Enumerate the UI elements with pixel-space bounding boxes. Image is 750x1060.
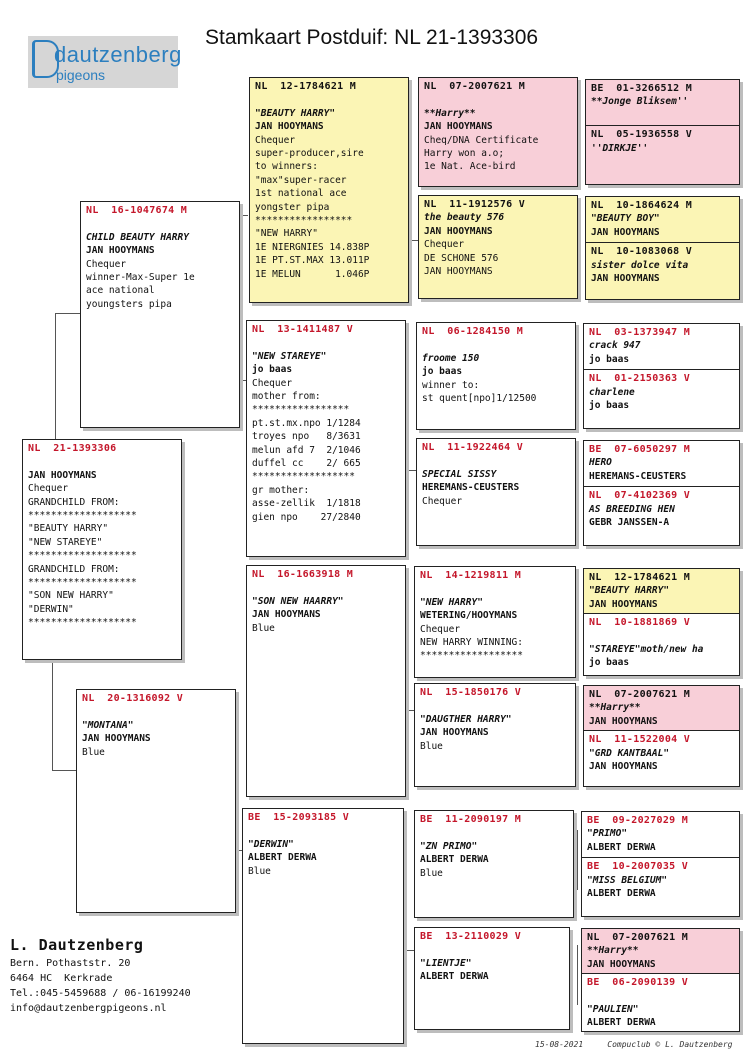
ring-number: BE 01-3266512 M: [591, 83, 693, 94]
card-line: 1E MELUN 1.046P: [255, 268, 370, 280]
pigeon-name: ''DIRKJE'': [591, 142, 649, 154]
ring-number: NL 12-1784621 M: [255, 81, 357, 92]
logo-subword: pigeons: [56, 67, 106, 83]
card-line: Chequer: [424, 239, 465, 251]
ring-number: BE 10-2007035 V: [587, 861, 689, 873]
card-line: "DERWIN": [28, 603, 74, 615]
pedigree-card-mf: [246, 565, 406, 797]
card-line: Chequer: [255, 134, 296, 146]
pigeon-owner: JAN HOOYMANS: [255, 121, 324, 133]
card-line: GRANDCHILD FROM:: [28, 496, 120, 508]
pigeon-name: the beauty 576: [424, 212, 505, 224]
pigeon-name: "PAULIEN": [587, 1004, 639, 1016]
pigeon-name: **Harry**: [589, 702, 641, 714]
card-line: Cheq/DNA Certificate: [424, 134, 539, 146]
pedigree-card-mff: [414, 566, 576, 678]
connector: [55, 313, 80, 314]
card-line: pt.st.mx.npo 1/1284: [252, 417, 361, 429]
pigeon-name: "PRIMO": [587, 828, 628, 840]
ring-number: NL 07-2007621 M: [424, 81, 526, 92]
ring-number: NL 16-1047674 M: [86, 205, 188, 216]
address-line: Bern. Pothaststr. 20: [10, 958, 131, 969]
ring-number: BE 06-2090139 V: [587, 977, 689, 989]
card-line: 1E NIERGNIES 14.838P: [255, 241, 370, 253]
pigeon-name: "LIENTJE": [420, 957, 472, 969]
card-line: melun afd 7 2/1046: [252, 444, 361, 456]
ring-number: BE 09-2027029 M: [587, 815, 689, 826]
pigeon-owner: ALBERT DERWA: [420, 854, 489, 866]
card-line: GRANDCHILD FROM:: [28, 563, 120, 575]
pedigree-card-mmm: [414, 927, 570, 1030]
pedigree-card-g4-pair: [583, 568, 740, 676]
pigeon-name: "MISS BELGIUM": [587, 874, 668, 886]
ring-number: NL 11-1912576 V: [424, 199, 526, 210]
ring-number: NL 07-4102369 V: [589, 490, 691, 502]
pigeon-owner: jo baas: [422, 366, 463, 378]
ring-number: NL 16-1663918 M: [252, 569, 354, 580]
pigeon-name: "NEW HARRY": [420, 596, 483, 608]
pedigree-card-fff: [418, 77, 578, 187]
ring-number: NL 07-2007621 M: [589, 689, 691, 700]
ring-number: NL 10-1864624 M: [591, 200, 693, 211]
card-line: Chequer: [420, 623, 461, 635]
pigeon-owner: JAN HOOYMANS: [591, 273, 660, 285]
card-line: ******************: [420, 650, 523, 662]
pigeon-name: AS BREEDING HEN: [589, 503, 675, 515]
ring-number: NL 13-1411487 V: [252, 324, 354, 335]
card-line: Blue: [252, 622, 275, 634]
pedigree-card-g4-pair: [583, 440, 740, 546]
ring-number: NL 14-1219811 M: [420, 570, 522, 581]
card-line: *******************: [28, 510, 137, 522]
connector: [577, 945, 578, 1005]
ring-number: NL 07-2007621 M: [587, 932, 689, 943]
pigeon-name: **Harry**: [587, 945, 639, 957]
pedigree-card-g4-pair: [583, 685, 740, 787]
ring-number: NL 12-1784621 M: [589, 572, 691, 583]
connector: [52, 770, 76, 771]
pigeon-owner: ALBERT DERWA: [587, 1017, 656, 1029]
pigeon-name: "MONTANA": [82, 719, 134, 731]
pedigree-card-mfm: [414, 683, 576, 787]
ring-number: BE 13-2110029 V: [420, 931, 522, 942]
print-date: 15-08-2021: [535, 1040, 584, 1049]
email-link[interactable]: info@dautzenbergpigeons.nl: [10, 1003, 167, 1014]
pigeon-name: **Harry**: [424, 107, 476, 119]
divider: [584, 613, 739, 614]
pigeon-owner: JAN HOOYMANS: [82, 733, 151, 745]
card-line: Chequer: [252, 377, 293, 389]
card-line: gien npo 27/2840: [252, 511, 361, 523]
pigeon-owner: HEREMANS-CEUSTERS: [422, 482, 520, 494]
pigeon-name: "NEW STAREYE": [252, 350, 327, 362]
pedigree-card-g4-pair: [585, 196, 740, 300]
pigeon-name: froome 150: [422, 352, 480, 364]
divider: [586, 242, 739, 243]
card-line: *******************: [28, 550, 137, 562]
card-line: youngsters pipa: [86, 298, 172, 310]
pigeon-name: "GRD KANTBAAL": [589, 747, 670, 759]
card-line: troyes npo 8/3631: [252, 431, 361, 443]
pigeon-name: "ZN PRIMO": [420, 840, 478, 852]
pedigree-card-g4-pair: [585, 79, 740, 185]
card-line: "max"super-racer: [255, 174, 347, 186]
card-line: 1e Nat. Ace-bird: [424, 161, 516, 173]
ring-number: NL 03-1373947 M: [589, 327, 691, 338]
pigeon-owner: ALBERT DERWA: [420, 971, 489, 983]
connector: [408, 240, 418, 241]
card-line: gr mother:: [252, 484, 310, 496]
pedigree-card-mother: [76, 689, 236, 913]
pigeon-owner: WETERING/HOOYMANS: [420, 610, 518, 622]
divider: [582, 973, 739, 974]
card-line: duffel cc 2/ 665: [252, 458, 361, 470]
logo-wordmark: dautzenberg: [54, 42, 182, 67]
breeder-name: L. Dautzenberg: [10, 936, 144, 954]
pedigree-card-mmf: [414, 810, 574, 918]
ring-number: BE 15-2093185 V: [248, 812, 350, 823]
pigeon-name: "DAUGTHER HARRY": [420, 713, 512, 725]
card-line: "NEW HARRY": [255, 228, 318, 240]
card-line: mother from:: [252, 391, 321, 403]
ring-number: NL 01-2150363 V: [589, 373, 691, 385]
divider: [586, 125, 739, 126]
page-title: Stamkaart Postduif: NL 21-1393306: [205, 26, 539, 49]
divider: [584, 486, 739, 487]
credit-text: Compuclub © L. Dautzenberg: [607, 1040, 733, 1049]
card-line: st quent[npo]1/12500: [422, 393, 537, 405]
pigeon-owner: jo baas: [589, 353, 630, 365]
ring-number: NL 15-1850176 V: [420, 687, 522, 698]
connector: [577, 590, 578, 650]
pigeon-name: **Jonge Bliksem'': [591, 96, 689, 108]
connector: [577, 455, 578, 515]
connector: [577, 830, 578, 890]
pigeon-owner: JAN HOOYMANS: [424, 225, 493, 237]
ring-number: NL 10-1881869 V: [589, 617, 691, 629]
card-line: asse-zellik 1/1818: [252, 498, 361, 510]
card-line: JAN HOOYMANS: [424, 266, 493, 278]
card-line: winner-Max-Super 1e: [86, 272, 195, 284]
pigeon-owner: ALBERT DERWA: [248, 852, 317, 864]
pigeon-name: crack 947: [589, 340, 641, 352]
pigeon-name: "SON NEW HAARRY": [252, 595, 344, 607]
card-line: Chequer: [28, 483, 69, 495]
pigeon-owner: jo baas: [589, 400, 630, 412]
pigeon-owner: JAN HOOYMANS: [589, 715, 658, 727]
pigeon-owner: jo baas: [589, 657, 630, 669]
connector: [55, 313, 56, 440]
card-line: *******************: [28, 577, 137, 589]
pigeon-name: "BEAUTY HARRY": [255, 107, 336, 119]
pedigree-card-ff: [249, 77, 409, 303]
footer-credit: [535, 1040, 733, 1049]
connector: [52, 660, 53, 770]
address-line: 6464 HC Kerkrade: [10, 973, 113, 984]
card-line: *******************: [28, 617, 137, 629]
connector: [404, 830, 405, 950]
card-line: yongster pipa: [255, 201, 330, 213]
divider: [584, 730, 739, 731]
pedigree-card-g4-pair: [581, 811, 740, 917]
ring-number: NL 21-1393306: [28, 443, 117, 454]
pedigree-card-fmf: [416, 322, 576, 430]
logo: [28, 36, 182, 88]
pigeon-name: "DERWIN": [248, 838, 294, 850]
breeder-address: [10, 956, 191, 1016]
ring-number: NL 06-1284150 M: [422, 326, 524, 337]
pigeon-owner: JAN HOOYMANS: [86, 245, 155, 257]
card-line: "NEW STAREYE": [28, 536, 103, 548]
card-line: "BEAUTY HARRY": [28, 523, 109, 535]
pigeon-owner: ALBERT DERWA: [587, 888, 656, 900]
pigeon-owner: JAN HOOYMANS: [591, 226, 660, 238]
ring-number: NL 20-1316092 V: [82, 693, 184, 704]
card-line: NEW HARRY WINNING:: [420, 637, 523, 649]
pigeon-name: "STAREYE"moth/new ha: [589, 644, 704, 656]
pedigree-card-g4-pair: [581, 928, 740, 1032]
divider: [582, 857, 739, 858]
pigeon-owner: JAN HOOYMANS: [252, 609, 321, 621]
card-line: Blue: [420, 740, 443, 752]
card-line: winner to:: [422, 379, 480, 391]
card-line: *****************: [252, 404, 350, 416]
card-line: ******************: [252, 471, 355, 483]
pigeon-name: sister dolce vita: [591, 259, 689, 271]
card-line: to winners:: [255, 161, 318, 173]
pigeon-name: HERO: [589, 457, 612, 469]
pigeon-name: SPECIAL SISSY: [422, 468, 497, 480]
pigeon-name: "BEAUTY BOY": [591, 213, 660, 225]
card-line: JAN HOOYMANS: [28, 469, 97, 481]
ring-number: NL 11-1922464 V: [422, 442, 524, 453]
card-line: Blue: [248, 865, 271, 877]
pigeon-owner: JAN HOOYMANS: [420, 727, 489, 739]
card-line: Chequer: [86, 258, 127, 270]
card-line: Chequer: [422, 495, 463, 507]
pedigree-card-mm: [242, 808, 404, 1044]
pigeon-owner: JAN HOOYMANS: [587, 958, 656, 970]
pigeon-owner: ALBERT DERWA: [587, 841, 656, 853]
phone-line: Tel.:045-5459688 / 06-16199240: [10, 988, 191, 999]
card-line: 1E PT.ST.MAX 13.011P: [255, 255, 370, 267]
card-line: ace national: [86, 285, 155, 297]
card-line: super-producer,sire: [255, 148, 364, 160]
pedigree-card-fm: [246, 320, 406, 557]
pigeon-name: "BEAUTY HARRY": [589, 585, 670, 597]
ring-number: BE 07-6050297 M: [589, 444, 691, 455]
connector: [577, 700, 578, 760]
pigeon-owner: HEREMANS-CEUSTERS: [589, 470, 687, 482]
pigeon-owner: jo baas: [252, 364, 293, 376]
pigeon-name: CHILD BEAUTY HARRY: [86, 231, 189, 243]
card-line: Blue: [420, 867, 443, 879]
pigeon-name: charlene: [589, 386, 635, 398]
ring-number: NL 10-1083068 V: [591, 246, 693, 258]
ring-number: NL 11-1522004 V: [589, 734, 691, 746]
pigeon-owner: JAN HOOYMANS: [589, 761, 658, 773]
divider: [584, 369, 739, 370]
card-line: 1st national ace: [255, 188, 347, 200]
card-line: Blue: [82, 746, 105, 758]
pedigree-card-g4-pair: [583, 323, 740, 429]
pigeon-owner: JAN HOOYMANS: [589, 598, 658, 610]
card-line: DE SCHONE 576: [424, 252, 499, 264]
ring-number: BE 11-2090197 M: [420, 814, 522, 825]
card-line: *****************: [255, 215, 353, 227]
ring-number: NL 05-1936558 V: [591, 129, 693, 141]
pigeon-owner: GEBR JANSSEN-A: [589, 517, 670, 529]
pedigree-card-fmm: [416, 438, 576, 546]
connector: [577, 340, 578, 400]
pedigree-card-subject: [22, 439, 182, 660]
pigeon-owner: JAN HOOYMANS: [424, 121, 493, 133]
card-line: "SON NEW HARRY": [28, 590, 114, 602]
pedigree-card-ffm: [418, 195, 578, 299]
card-line: Harry won a.o;: [424, 148, 505, 160]
pedigree-card-father: [80, 201, 240, 428]
